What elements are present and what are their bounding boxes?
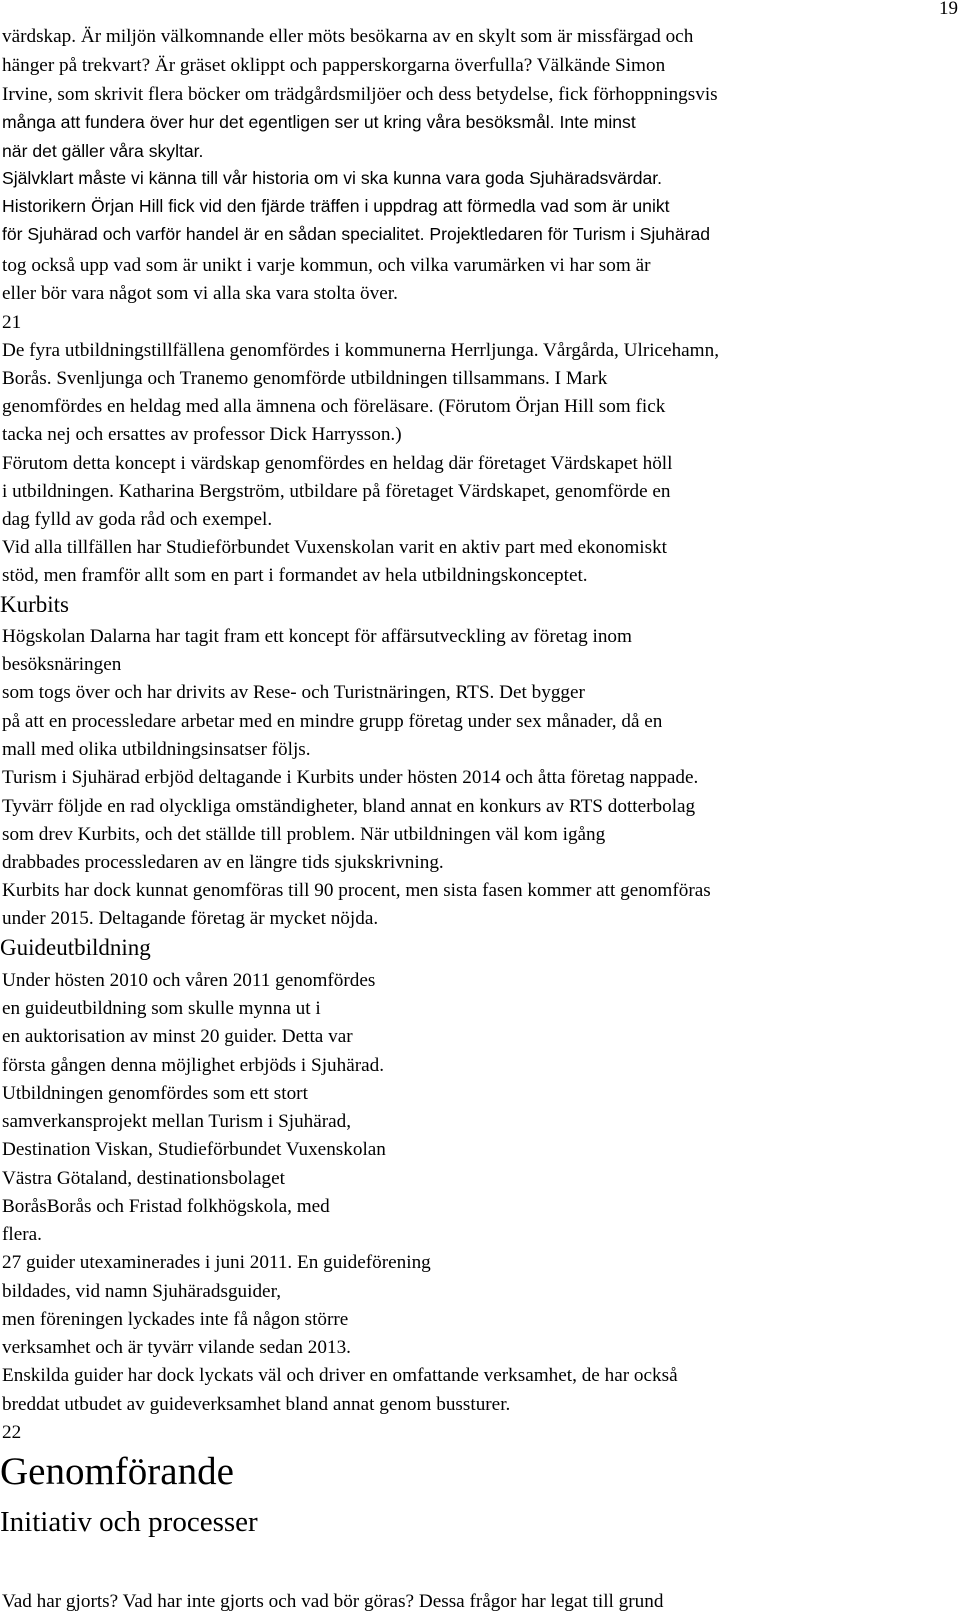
text-line: bildades, vid namn Sjuhäradsguider,	[2, 1281, 281, 1302]
text-line: Enskilda guider har dock lyckats väl och driver en omfattande verksamhet, de har också	[2, 1365, 678, 1386]
text-line: Högskolan Dalarna har tagit fram ett koncept för affärsutveckling av företag inom	[2, 626, 632, 647]
text-line: för Sjuhärad och varför handel är en sådan specialitet. Projektledaren för Turism i Sjuhärad	[2, 224, 711, 244]
text-line: en guideutbildning som skulle mynna ut i	[2, 998, 321, 1019]
text-line: Kurbits har dock kunnat genomföras till 90 procent, men sista fasen kommer att genomföras	[2, 880, 711, 901]
section-heading-kurbits: Kurbits	[0, 592, 69, 617]
text-line: en auktorisation av minst 20 guider. Detta var	[2, 1026, 353, 1047]
page-number: 19	[939, 0, 958, 19]
text-line: Västra Götaland, destinationsbolaget	[2, 1168, 285, 1189]
text-line: Irvine, som skrivit flera böcker om trädgårdsmiljöer och dess betydelse, fick förhoppningsvis	[2, 84, 718, 105]
text-line: många att fundera över hur det egentligen ser ut kring våra besöksmål. Inte minst	[2, 112, 636, 132]
text-line: värdskap. Är miljön välkomnande eller möts besökarna av en skylt som är missfärgad och	[2, 26, 694, 47]
text-line: Borås. Svenljunga och Tranemo genomförde utbildningen tillsammans. I Mark	[2, 368, 608, 389]
text-line: verksamhet och är tyvärr vilande sedan 2013.	[2, 1337, 351, 1358]
text-line: genomfördes en heldag med alla ämnena och föreläsare. (Förutom Örjan Hill som fick	[2, 396, 666, 417]
text-line: under 2015. Deltagande företag är mycket nöjda.	[2, 908, 379, 929]
text-line: första gången denna möjlighet erbjöds i Sjuhärad.	[2, 1055, 385, 1076]
text-line: Under hösten 2010 och våren 2011 genomfördes	[2, 970, 376, 991]
text-line: som togs över och har drivits av Rese- och Turistnäringen, RTS. Det bygger	[2, 682, 585, 703]
text-line: BoråsBorås och Fristad folkhögskola, med	[2, 1196, 330, 1217]
text-line: i utbildningen. Katharina Bergström, utbildare på företaget Värdskapet, genomförde en	[2, 481, 671, 502]
text-line: Vid alla tillfällen har Studieförbundet Vuxenskolan varit en aktiv part med ekonomiskt	[2, 537, 668, 558]
text-line: besöksnäringen	[2, 654, 122, 675]
text-line: flera.	[2, 1224, 42, 1245]
text-line: samverkansprojekt mellan Turism i Sjuhärad,	[2, 1111, 352, 1132]
text-line: hänger på trekvart? Är gräset oklippt och papperskorgarna överfulla? Välkände Simon	[2, 55, 666, 76]
text-line: Utbildningen genomfördes som ett stort	[2, 1083, 308, 1104]
subheading-initiativ: Initiativ och processer	[0, 1506, 258, 1538]
section-heading-guideutbildning: Guideutbildning	[0, 935, 151, 960]
text-line: breddat utbudet av guideverksamhet bland annat genom bussturer.	[2, 1394, 511, 1415]
text-line: stöd, men framför allt som en part i formandet av hela utbildningskonceptet.	[2, 565, 588, 586]
text-line: Förutom detta koncept i värdskap genomfördes en heldag där företaget Värdskapet höll	[2, 453, 673, 474]
text-line: när det gäller våra skyltar.	[2, 141, 204, 161]
text-line: dag fylld av goda råd och exempel.	[2, 509, 273, 530]
text-line: Självklart måste vi känna till vår historia om vi ska kunna vara goda Sjuhäradsvärdar.	[2, 168, 663, 188]
text-line: 27 guider utexaminerades i juni 2011. En guideförening	[2, 1252, 431, 1273]
text-line: mall med olika utbildningsinsatser följs.	[2, 739, 311, 760]
text-line: Tyvärr följde en rad olyckliga omständigheter, bland annat en konkurs av RTS dotterbolag	[2, 796, 696, 817]
text-line: eller bör vara något som vi alla ska vara stolta över.	[2, 283, 398, 304]
text-line: Turism i Sjuhärad erbjöd deltagande i Kurbits under hösten 2014 och åtta företag nappade.	[2, 767, 699, 788]
section-heading-genomforande: Genomförande	[0, 1450, 234, 1493]
text-line: drabbades processledaren av en längre tids sjukskrivning.	[2, 852, 444, 873]
text-line: Historikern Örjan Hill fick vid den fjärde träffen i uppdrag att förmedla vad som är unikt	[2, 196, 670, 216]
text-line: 22	[2, 1422, 22, 1443]
text-line: De fyra utbildningstillfällena genomfördes i kommunerna Herrljunga. Vårgårda, Ulricehamn,	[2, 340, 720, 361]
text-line: 21	[2, 312, 22, 333]
text-line: Destination Viskan, Studieförbundet Vuxenskolan	[2, 1139, 386, 1160]
text-line: tacka nej och ersattes av professor Dick Harrysson.)	[2, 424, 402, 445]
text-line: tog också upp vad som är unikt i varje kommun, och vilka varumärken vi har som är	[2, 255, 651, 276]
text-line: på att en processledare arbetar med en mindre grupp företag under sex månader, då en	[2, 711, 663, 732]
text-line: Vad har gjorts? Vad har inte gjorts och vad bör göras? Dessa frågor har legat till grund	[2, 1591, 664, 1612]
text-line: men föreningen lyckades inte få någon större	[2, 1309, 349, 1330]
text-line: som drev Kurbits, och det ställde till problem. När utbildningen väl kom igång	[2, 824, 606, 845]
